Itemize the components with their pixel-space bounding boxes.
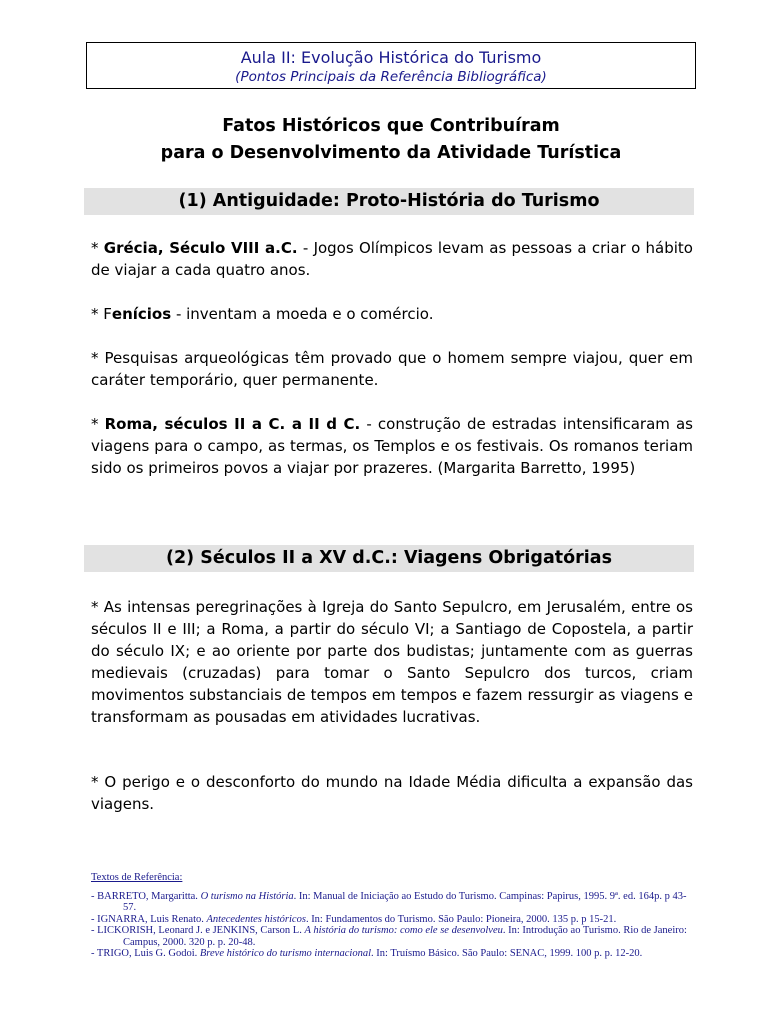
paragraph-perigo: * O perigo e o desconforto do mundo na Idade Média dificulta a expansão das viagens.	[91, 773, 693, 813]
bold-term-grecia: Grécia, Século VIII a.C.	[103, 239, 298, 257]
reference-details: . In: Introdução ao Turismo. Rio de Janeiro: Campus, 2000. 320 p. p. 20-48.	[123, 925, 687, 948]
main-title-line-2: para o Desenvolvimento da Atividade Turística	[160, 143, 622, 163]
reference-author: - TRIGO, Luis G. Godoi.	[91, 948, 200, 959]
lesson-title: Aula II: Evolução Histórica do Turismo	[240, 48, 542, 67]
bullet-prefix: *	[91, 239, 104, 257]
lesson-header-box	[86, 42, 696, 89]
reference-title: Antecedentes históricos	[206, 913, 306, 925]
reference-item	[91, 925, 695, 948]
reference-author: - LICKORISH, Leonard J. e JENKINS, Carson L.	[91, 925, 305, 936]
paragraph-pesquisas: * Pesquisas arqueológicas têm provado que o homem sempre viajou, quer em caráter temporário, quer permanente.	[91, 349, 693, 389]
paragraph-text: - construção de estradas intensificaram as viagens para o campo, as termas, os Templos e os festivais. Os romanos teriam sido os primeiros povos a viajar por prazeres. (Margarita Barretto, 1995)	[91, 415, 693, 477]
bullet-prefix: * F	[91, 305, 112, 323]
reference-author: - IGNARRA, Luis Renato.	[91, 913, 207, 925]
bullet-prefix: *	[91, 415, 105, 433]
reference-details: . In: Manual de Iniciação ao Estudo do Turismo. Campinas: Papirus, 1995. 9ª. ed. 164p. p 43-57.	[123, 890, 687, 913]
paragraph-roma	[91, 413, 693, 479]
reference-item	[91, 914, 695, 926]
reference-author: - BARRETO, Margaritta.	[91, 890, 201, 902]
bold-term-roma: Roma, séculos II a C. a II d C.	[104, 415, 361, 433]
bold-term-fenicios: enícios	[111, 305, 172, 323]
reference-title: Breve histórico do turismo internacional	[199, 948, 371, 959]
reference-title: O turismo na História	[200, 890, 294, 902]
main-title-line-1: Fatos Históricos que Contribuíram	[222, 116, 560, 136]
section-2-heading: (2) Séculos II a XV d.C.: Viagens Obrigatórias	[84, 545, 694, 572]
paragraph-peregrinacoes: * As intensas peregrinações à Igreja do Santo Sepulcro, em Jerusalém, entre os séculos II e III; a Roma, a partir do século VI; a Santiago de Copostela, a partir do século IX; e ao oriente por parte dos budistas; juntamente com as guerras medievais (cruzadas) para tomar o Santo Sepulcro dos turcos, criam movimentos substanciais de tempos em tempos e fazem ressurgir as viagens e transformam as pousadas em atividades lucrativas.	[91, 598, 693, 726]
paragraph-text: - Jogos Olímpicos levam as pessoas a criar o hábito de viajar a cada quatro anos.	[91, 239, 693, 279]
main-title	[86, 113, 696, 167]
reference-details: . In: Fundamentos do Turismo. São Paulo: Pioneira, 2000. 135 p. p 15-21.	[305, 913, 617, 925]
reference-item	[91, 891, 695, 914]
references-block	[91, 872, 695, 960]
lesson-subtitle: (Pontos Principais da Referência Bibliográfica)	[235, 69, 547, 85]
reference-details: . In: Truísmo Básico. São Paulo: SENAC, 1999. 100 p. p. 12-20.	[370, 948, 643, 959]
reference-title: A história do turismo: como ele se desenvolveu	[304, 925, 503, 936]
references-heading: Textos de Referência:	[91, 872, 183, 883]
paragraph-text: - inventam a moeda e o comércio.	[171, 305, 434, 323]
paragraph-fenicios	[91, 303, 693, 325]
paragraph-grecia	[91, 237, 693, 281]
section-1-heading: (1) Antiguidade: Proto-História do Turismo	[84, 188, 694, 215]
reference-item	[91, 948, 695, 960]
